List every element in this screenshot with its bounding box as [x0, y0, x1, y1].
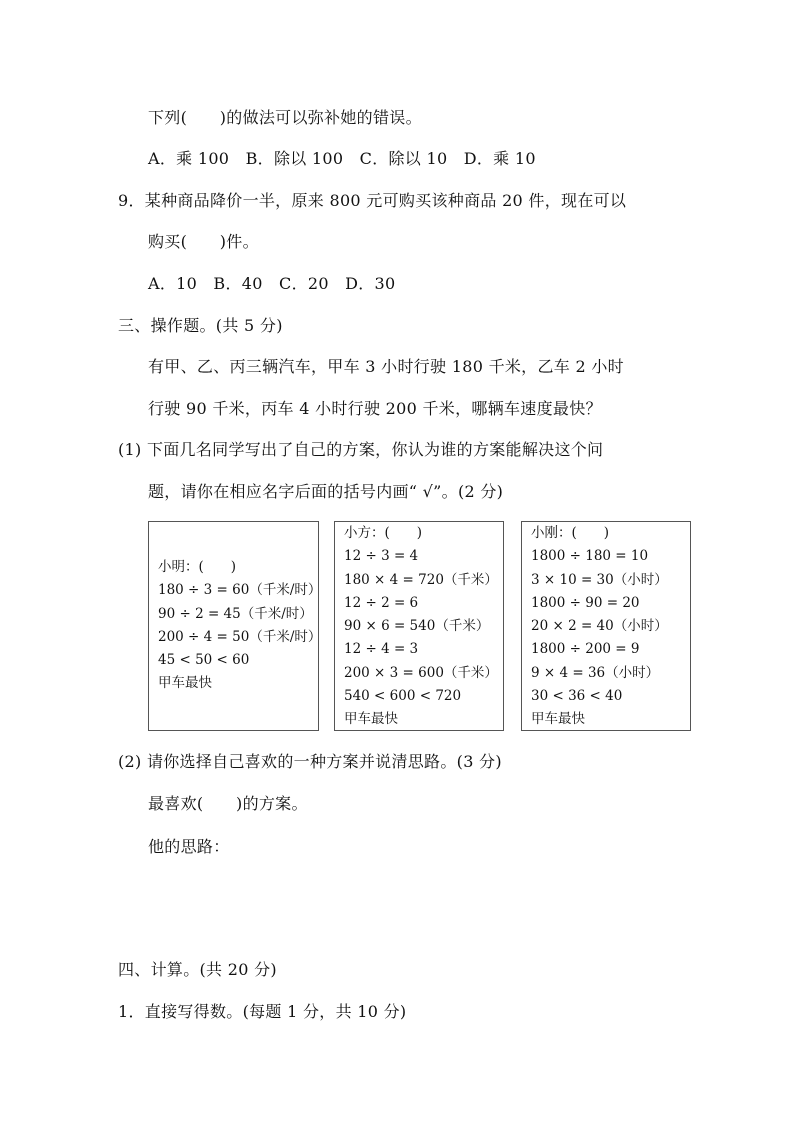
- box-line: 小明：( ): [158, 559, 237, 575]
- part2-favorite: 最喜欢( )的方案。: [148, 794, 308, 813]
- part1-line2: 题，请你在相应名字后面的括号内画“ √”。(2 分): [148, 482, 504, 501]
- box-line: 90 × 6 = 540（千米）: [344, 618, 490, 635]
- box-line: 12 ÷ 4 = 3: [344, 641, 419, 658]
- box-line: 20 × 2 = 40（小时）: [531, 618, 668, 635]
- section3-title: 三、操作题。(共 5 分): [118, 316, 283, 335]
- box-line: 甲车最快: [344, 711, 398, 728]
- box-line: 180 × 4 = 720（千米）: [344, 571, 498, 588]
- part2-reason: 他的思路：: [148, 837, 230, 856]
- box-line: 30 < 36 < 40: [531, 688, 623, 705]
- box-line: 1800 ÷ 90 = 20: [531, 594, 640, 611]
- box-line: 甲车最快: [158, 675, 212, 692]
- q9-options: A．10 B．40 C．20 D．30: [148, 274, 396, 293]
- box-line: 45 < 50 < 60: [158, 652, 250, 669]
- box-line: 12 ÷ 3 = 4: [344, 548, 419, 565]
- section4-q1: 1．直接写得数。(每题 1 分，共 10 分): [118, 1002, 407, 1021]
- box-line: 200 ÷ 4 = 50（千米/时）: [158, 628, 322, 645]
- q9-stem-line1: 9．某种商品降价一半，原来 800 元可购买该种商品 20 件，现在可以: [118, 191, 627, 210]
- box-line: 小方：( ): [344, 525, 423, 541]
- box-line: 180 ÷ 3 = 60（千米/时）: [158, 582, 322, 599]
- box-line: 200 × 3 = 600（千米）: [344, 664, 498, 681]
- section3-intro-line2: 行驶 90 千米，丙车 4 小时行驶 200 千米，哪辆车速度最快？: [148, 399, 602, 418]
- q9-stem-line2: 购买( )件。: [148, 232, 259, 251]
- solution-box-xiaogang: [521, 521, 691, 731]
- box-line: 540 < 600 < 720: [344, 688, 462, 705]
- solution-box-xiaofang: [334, 521, 504, 731]
- part1-line1: (1) 下面几名同学写出了自己的方案，你认为谁的方案能解决这个问: [118, 440, 604, 459]
- section4-title: 四、计算。(共 20 分): [118, 960, 277, 979]
- box-line: 9 × 4 = 36（小时）: [531, 664, 660, 681]
- box-line: 甲车最快: [531, 711, 585, 728]
- q8-options: A．乘 100 B．除以 100 C．除以 10 D．乘 10: [148, 149, 536, 168]
- solution-box-xiaoming: [148, 521, 322, 731]
- box-line: 1800 ÷ 200 = 9: [531, 641, 640, 658]
- box-line: 小刚：( ): [531, 525, 610, 541]
- section3-intro-line1: 有甲、乙、丙三辆汽车，甲车 3 小时行驶 180 千米，乙车 2 小时: [148, 357, 624, 376]
- box-line: 90 ÷ 2 = 45（千米/时）: [158, 605, 313, 622]
- box-line: 3 × 10 = 30（小时）: [531, 571, 668, 588]
- part2-line: (2) 请你选择自己喜欢的一种方案并说清思路。(3 分): [118, 752, 502, 771]
- box-line: 12 ÷ 2 = 6: [344, 594, 419, 611]
- q8-stem-tail: 下列( )的做法可以弥补她的错误。: [148, 108, 422, 127]
- box-line: 1800 ÷ 180 = 10: [531, 548, 649, 565]
